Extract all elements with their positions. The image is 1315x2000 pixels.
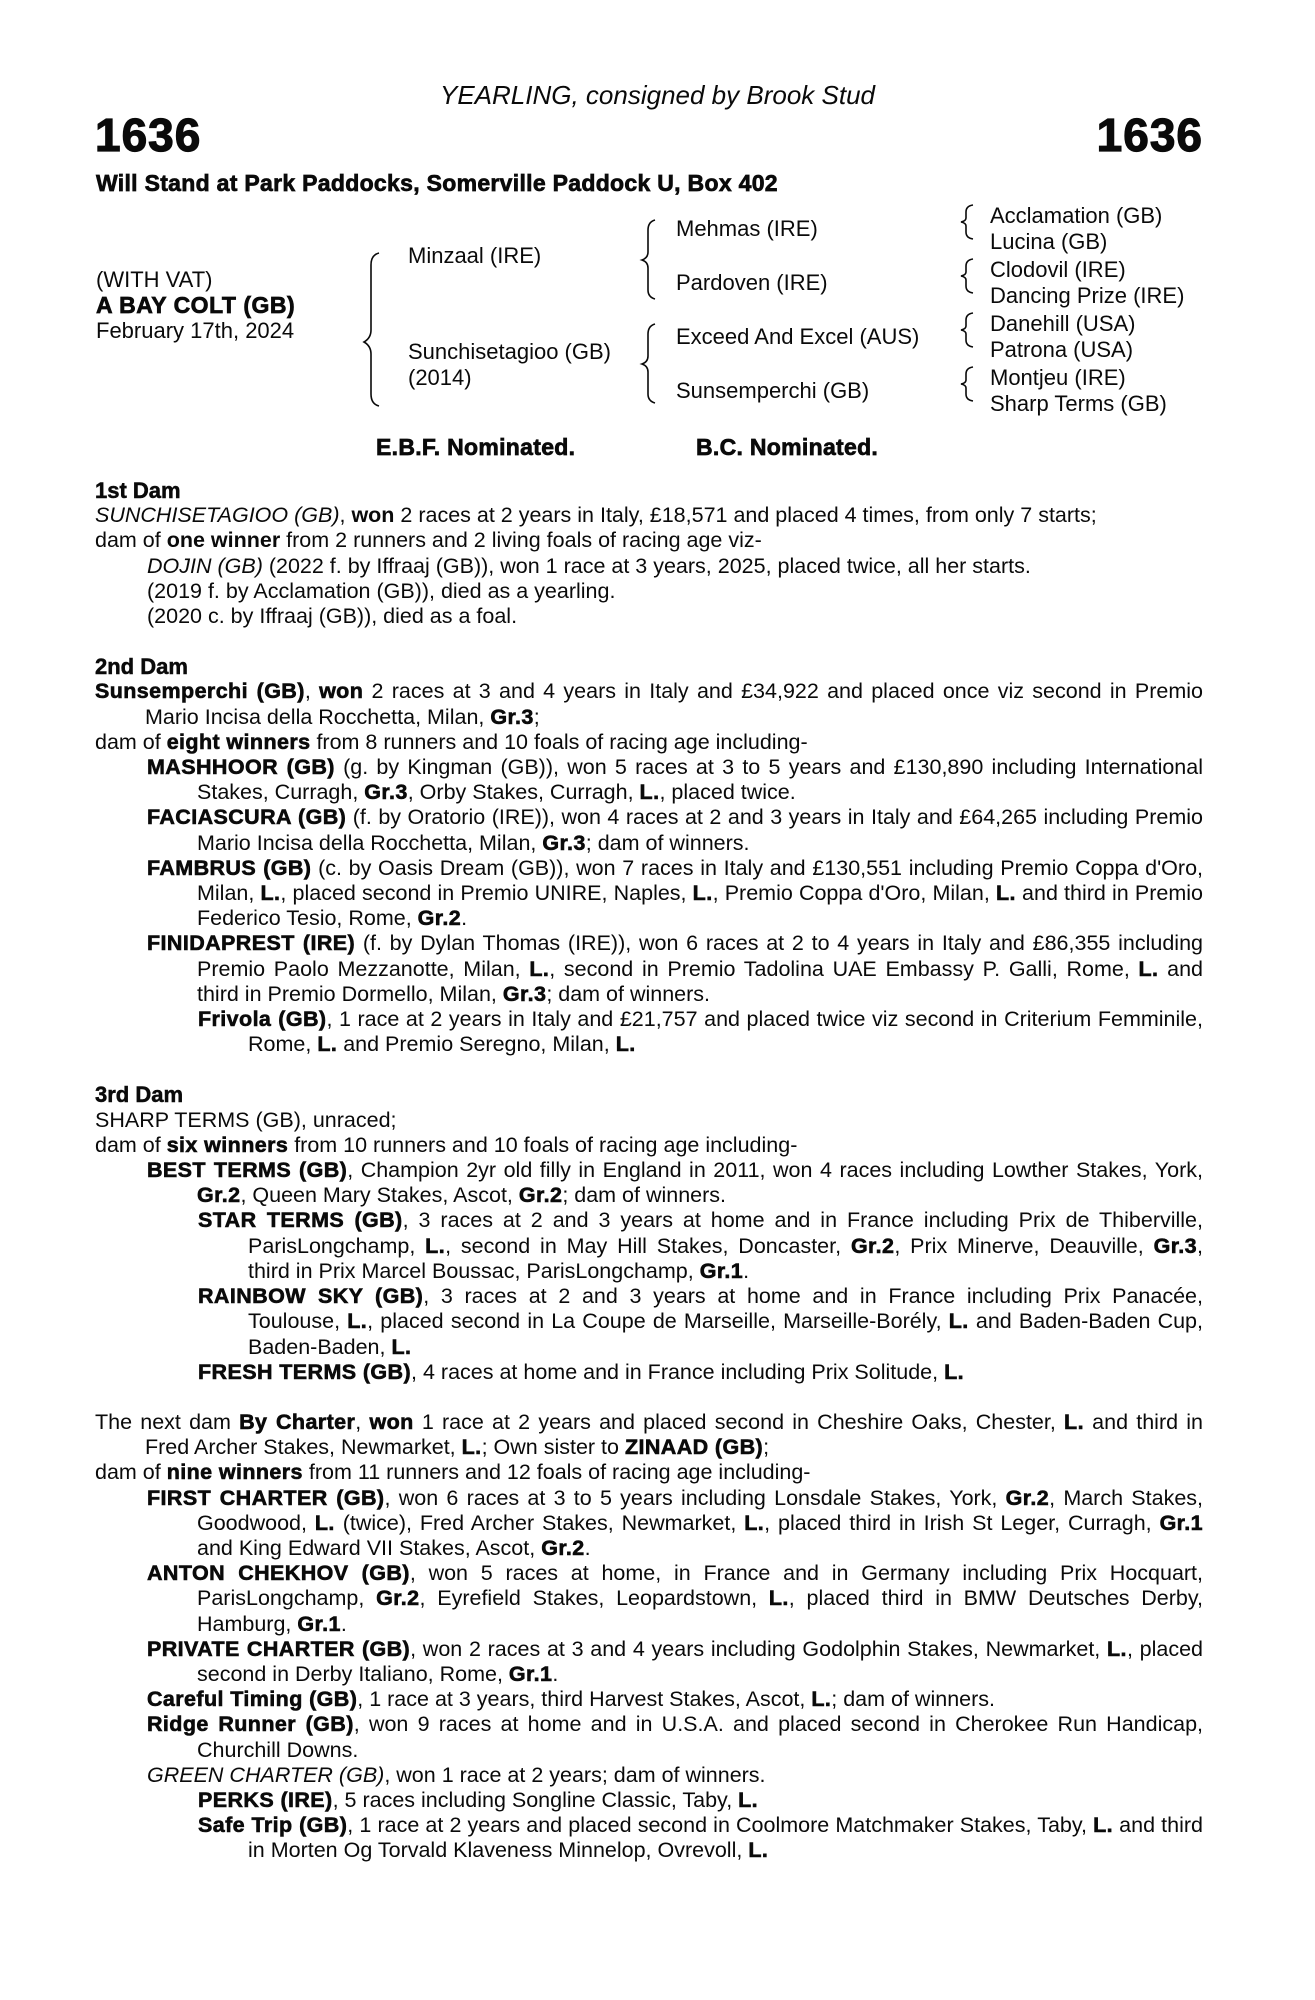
text-run: , second in May Hill Stakes, Doncaster, <box>445 1233 851 1258</box>
emphasis-text: L. <box>317 1032 338 1057</box>
emphasis-text: won <box>319 679 364 704</box>
section-heading: 3rd Dam <box>95 1082 184 1108</box>
text-run: , won 5 races at home, in France and in Germany including Prix Hocquart, ParisLongchamp, <box>197 1561 1204 1611</box>
text-run: and Premio Seregno, Milan, <box>337 1032 616 1057</box>
italic-name: DOJIN (GB) <box>147 553 263 578</box>
bracket-gen3-4 <box>961 367 973 401</box>
emphasis-text: L. <box>529 956 550 981</box>
text-run: ; dam of winners. <box>585 830 750 855</box>
pedigree-gen3-1: Acclamation (GB) <box>990 203 1163 228</box>
text-run: (twice), Fred Archer Stakes, Newmarket, <box>334 1510 745 1535</box>
emphasis-text: By Charter <box>239 1409 356 1434</box>
text-run: , placed third in Irish St Leger, Curragh, <box>764 1510 1160 1535</box>
pedigree-gen3-6: Patrona (USA) <box>990 337 1134 362</box>
emphasis-text: BEST TERMS (GB) <box>147 1158 348 1183</box>
record-entry <box>95 1763 1203 1788</box>
text-run: (2020 c. by Iffraaj (GB)), died as a foal. <box>147 604 518 629</box>
lot-number-left: 1636 <box>95 109 202 161</box>
text-run: from 2 runners and 2 living foals of racing age viz- <box>280 528 762 553</box>
text-run: . <box>340 1611 347 1636</box>
record-entry <box>95 730 1203 755</box>
emphasis-text: L. <box>461 1435 482 1460</box>
pedigree-sire: Minzaal (IRE) <box>408 243 542 268</box>
text-run: dam of <box>95 1132 167 1157</box>
pedigree-dam-year: (2014) <box>408 365 472 390</box>
text-run: and King Edward VII Stakes, Ascot, <box>197 1535 542 1560</box>
text-run: (c. by Oasis Dream (GB)), won 7 races in Italy and £130,551 including Premio Coppa d'Oro, Milan, <box>197 855 1203 906</box>
emphasis-text: Gr.1 <box>699 1258 744 1283</box>
text-run: , <box>304 679 320 704</box>
text-run: from 10 runners and 10 foals of racing age including- <box>288 1132 798 1157</box>
emphasis-text: L. <box>748 1838 769 1863</box>
text-run: and third in Premio Dormello, Milan, <box>197 956 1204 1006</box>
text-run: , 1 race at 2 years and placed second in Coolmore Matchmaker Stakes, Taby, <box>347 1813 1094 1838</box>
emphasis-text: Gr.3 <box>490 704 534 729</box>
pedigree-dam-dam: Sunsemperchi (GB) <box>676 378 870 403</box>
emphasis-text: Frivola (GB) <box>198 1007 327 1032</box>
text-run: , won 2 races at 3 and 4 years including Godolphin Stakes, Newmarket, <box>410 1636 1108 1661</box>
record-entry <box>95 554 1203 579</box>
emphasis-text: L. <box>347 1309 368 1334</box>
text-run: , placed second in Premio UNIRE, Naples, <box>280 881 693 906</box>
record-entry <box>95 1284 1203 1360</box>
text-run: ; dam of winners. <box>831 1687 995 1712</box>
text-run: ; <box>533 704 540 729</box>
text-run: 2 races at 2 years in Italy, £18,571 and placed 4 times, from only 7 starts; <box>394 503 1097 528</box>
emphasis-text: STAR TERMS (GB) <box>198 1208 403 1233</box>
emphasis-text: Gr.3 <box>542 830 586 855</box>
text-run: , won 1 race at 2 years; dam of winners. <box>384 1762 766 1787</box>
text-run: (2019 f. by Acclamation (GB)), died as a yearling. <box>147 578 616 603</box>
bracket-sire <box>642 220 655 299</box>
emphasis-text: L. <box>260 881 281 906</box>
foaling-date: February 17th, 2024 <box>96 318 295 343</box>
emphasis-text: Sunsemperchi (GB) <box>95 679 305 704</box>
text-run: , Premio Coppa d'Oro, Milan, <box>712 881 996 906</box>
record-entry <box>95 931 1203 1007</box>
bc-nominated: B.C. Nominated. <box>696 434 879 460</box>
section-2nd-dam <box>95 654 1203 1057</box>
record-entry <box>95 528 1203 553</box>
pedigree-dam-sire: Exceed And Excel (AUS) <box>676 324 920 349</box>
emphasis-text: L. <box>391 1334 412 1359</box>
text-run: ; dam of winners. <box>562 1183 727 1208</box>
emphasis-text: L. <box>944 1359 964 1384</box>
emphasis-text: L. <box>425 1233 446 1258</box>
emphasis-text: six winners <box>166 1132 289 1157</box>
emphasis-text: Gr.2 <box>197 1183 241 1208</box>
emphasis-text: Gr.1 <box>508 1661 553 1686</box>
text-run: , 1 race at 2 years in Italy and £21,757 and placed twice viz second in Criterium Femminile, Rome, <box>248 1007 1203 1057</box>
pedigree-gen3-7: Montjeu (IRE) <box>990 365 1126 390</box>
record-entry <box>95 1460 1203 1485</box>
text-run: . <box>743 1258 750 1283</box>
emphasis-text: won <box>369 1409 414 1434</box>
text-run: , won 6 races at 3 to 5 years including Lonsdale Stakes, York, <box>384 1485 1006 1510</box>
record-entry <box>95 1007 1203 1057</box>
emphasis-text: L. <box>314 1510 335 1535</box>
text-run: , 4 races at home and in France including Prix Solitude, <box>411 1359 945 1384</box>
pedigree-gen3-2: Lucina (GB) <box>990 229 1108 254</box>
emphasis-text: Gr.2 <box>541 1535 585 1560</box>
text-run: , <box>339 503 352 528</box>
emphasis-text: L. <box>639 780 660 805</box>
text-run: , Orby Stakes, Curragh, <box>407 780 640 805</box>
emphasis-text: nine winners <box>166 1460 303 1485</box>
text-run: (g. by Kingman (GB)), won 5 races at 3 to 5 years and £130,890 including International Stakes, Curragh, <box>197 755 1203 805</box>
emphasis-text: FIRST CHARTER (GB) <box>147 1485 385 1510</box>
text-run: . <box>552 1661 559 1686</box>
emphasis-text: Gr.3 <box>1153 1233 1198 1258</box>
text-run: dam of <box>95 729 167 754</box>
text-run: and third in Premio Federico Tesio, Rome, <box>197 881 1203 931</box>
text-run: , placed twice. <box>659 780 796 805</box>
text-run: dam of <box>95 528 167 553</box>
text-run: . <box>584 1535 591 1560</box>
record-entry <box>95 805 1203 855</box>
text-run: , placed second in La Coupe de Marseille, Marseille-Borély, <box>367 1309 949 1334</box>
text-run: dam of <box>95 1460 167 1485</box>
emphasis-text: FACIASCURA (GB) <box>147 805 347 830</box>
emphasis-text: Gr.2 <box>376 1586 420 1611</box>
record-entry <box>95 755 1203 805</box>
pedigree-sire-dam: Pardoven (IRE) <box>676 270 828 295</box>
emphasis-text: L. <box>811 1687 832 1712</box>
text-run: , Eyrefield Stakes, Leopardstown, <box>419 1586 769 1611</box>
record-entry <box>95 579 1203 604</box>
text-run: The next dam <box>95 1409 240 1434</box>
emphasis-text: L. <box>615 1032 636 1057</box>
text-run: (f. by Oratorio (IRE)), won 4 races at 2 and 3 years in Italy and £64,265 including Premio Mario Incisa della Rocchetta, Milan, <box>197 805 1203 855</box>
emphasis-text: L. <box>738 1787 759 1812</box>
catalogue-subtitle: YEARLING, consigned by Brook Stud <box>439 80 875 110</box>
record-entry <box>95 503 1203 528</box>
section-heading: 2nd Dam <box>95 654 188 680</box>
emphasis-text: PERKS (IRE) <box>198 1787 333 1812</box>
text-run: and third in Fred Archer Stakes, Newmarket, <box>145 1409 1203 1460</box>
lot-number-right: 1636 <box>1096 109 1203 161</box>
record-entry <box>95 1208 1203 1284</box>
record-entry <box>95 1813 1203 1863</box>
record-entry <box>95 1360 1203 1385</box>
ebf-nominated: E.B.F. Nominated. <box>376 434 576 460</box>
text-run: and Baden-Baden Cup, Baden-Baden, <box>248 1309 1203 1359</box>
lot-name: A BAY COLT (GB) <box>96 292 296 318</box>
text-run: , won 9 races at home and in U.S.A. and placed second in Cherokee Run Handicap, Churchill Downs. <box>197 1712 1203 1762</box>
emphasis-text: Gr.3 <box>364 780 408 805</box>
record-entry <box>95 604 1203 629</box>
text-run: , Queen Mary Stakes, Ascot, <box>240 1183 519 1208</box>
emphasis-text: MASHHOOR (GB) <box>147 755 335 780</box>
emphasis-text: L. <box>995 881 1016 906</box>
record-entry <box>95 1637 1203 1687</box>
emphasis-text: Gr.2 <box>1005 1485 1050 1510</box>
emphasis-text: Gr.2 <box>518 1183 563 1208</box>
text-run: and third in Morten Og Torvald Klaveness Minnelop, Ovrevoll, <box>248 1813 1203 1863</box>
section-heading: 1st Dam <box>95 478 181 503</box>
text-run: . <box>461 906 468 931</box>
pedigree-dam: Sunchisetagioo (GB) <box>408 339 611 364</box>
emphasis-text: Gr.1 <box>1159 1510 1203 1535</box>
text-run: , Champion 2yr old filly in England in 2011, won 4 races including Lowther Stakes, York, <box>347 1158 1203 1183</box>
emphasis-text: Gr.2 <box>417 906 462 931</box>
pedigree-gen3-5: Danehill (USA) <box>990 311 1136 336</box>
emphasis-text: ANTON CHEKHOV (GB) <box>147 1561 410 1586</box>
text-run: , Prix Minerve, Deauville, <box>894 1233 1154 1258</box>
bracket-gen3-1 <box>961 205 973 239</box>
emphasis-text: FRESH TERMS (GB) <box>198 1359 412 1384</box>
text-run: ; <box>763 1435 770 1460</box>
emphasis-text: Ridge Runner (GB) <box>147 1712 354 1737</box>
pedigree-sire-sire: Mehmas (IRE) <box>676 216 818 241</box>
italic-name: SUNCHISETAGIOO (GB) <box>95 503 340 528</box>
emphasis-text: FINIDAPREST (IRE) <box>147 931 356 956</box>
emphasis-text: Gr.3 <box>502 981 547 1006</box>
bracket-gen3-2 <box>961 259 973 293</box>
record-entry <box>95 1133 1203 1158</box>
section-next-dam <box>95 1410 1203 1864</box>
pedigree-gen3-4: Dancing Prize (IRE) <box>990 283 1185 308</box>
emphasis-text: Careful Timing (GB) <box>147 1687 358 1712</box>
pedigree-gen3-3: Clodovil (IRE) <box>990 257 1126 282</box>
text-run: 1 race at 2 years and placed second in Cheshire Oaks, Chester, <box>413 1409 1065 1434</box>
record-entry <box>95 1410 1203 1460</box>
text-run: ; Own sister to <box>481 1435 625 1460</box>
emphasis-text: Safe Trip (GB) <box>198 1813 348 1838</box>
text-run: , third in Prix Marcel Boussac, ParisLongchamp, <box>248 1233 1203 1283</box>
text-run: , <box>355 1409 370 1434</box>
record-entry <box>95 679 1203 729</box>
emphasis-text: RAINBOW SKY (GB) <box>198 1284 424 1309</box>
record-entry <box>95 1712 1203 1762</box>
emphasis-text: ZINAAD (GB) <box>624 1435 764 1460</box>
emphasis-text: L. <box>948 1309 969 1334</box>
bracket-dam <box>642 324 655 403</box>
emphasis-text: FAMBRUS (GB) <box>147 855 312 880</box>
italic-name: GREEN CHARTER (GB) <box>147 1762 385 1787</box>
record-entry <box>95 1158 1203 1208</box>
emphasis-text: L. <box>744 1510 765 1535</box>
text-run: SHARP TERMS (GB), unraced; <box>95 1107 397 1132</box>
text-run: , placed second in Derby Italiano, Rome, <box>197 1636 1203 1686</box>
text-run: , 1 race at 3 years, third Harvest Stakes, Ascot, <box>357 1687 812 1712</box>
record-entry <box>95 1486 1203 1562</box>
text-run: , 3 races at 2 and 3 years at home and in France including Prix de Thiberville, ParisLongchamp, <box>248 1208 1203 1258</box>
text-run: , 3 races at 2 and 3 years at home and in France including Prix Panacée, Toulouse, <box>248 1284 1203 1334</box>
emphasis-text: one winner <box>166 528 281 553</box>
text-run: , 5 races including Songline Classic, Taby, <box>332 1787 739 1812</box>
text-run: , placed third in BMW Deutsches Derby, Hamburg, <box>197 1586 1204 1636</box>
vat-note: (WITH VAT) <box>96 267 213 292</box>
bracket-gen3-3 <box>961 313 973 347</box>
text-run: from 11 runners and 12 foals of racing age including- <box>302 1460 811 1485</box>
produce-record <box>95 478 1203 1889</box>
bracket-gen1 <box>364 253 379 406</box>
text-run: ; dam of winners. <box>546 981 711 1006</box>
text-run: , second in Premio Tadolina UAE Embassy P. Galli, Rome, <box>549 956 1139 981</box>
text-run: 2 races at 3 and 4 years in Italy and £34,922 and placed once viz second in Premio Mario Incisa della Rocchetta, Milan, <box>145 679 1203 729</box>
emphasis-text: L. <box>1138 956 1159 981</box>
emphasis-text: Gr.2 <box>850 1233 895 1258</box>
record-entry <box>95 1687 1203 1712</box>
emphasis-text: eight winners <box>166 729 311 754</box>
emphasis-text: L. <box>1107 1636 1127 1661</box>
emphasis-text: Gr.1 <box>297 1611 341 1636</box>
stabling-location: Will Stand at Park Paddocks, Somerville Paddock U, Box 402 <box>96 170 778 196</box>
emphasis-text: L. <box>1064 1409 1084 1434</box>
text-run: (2022 f. by Iffraaj (GB)), won 1 race at 3 years, 2025, placed twice, all her starts. <box>262 553 1031 578</box>
emphasis-text: L. <box>768 1586 789 1611</box>
text-run: , March Stakes, Goodwood, <box>197 1485 1203 1535</box>
section-3rd-dam <box>95 1082 1203 1384</box>
record-entry <box>95 1788 1203 1813</box>
emphasis-text: PRIVATE CHARTER (GB) <box>147 1636 411 1661</box>
text-run: (f. by Dylan Thomas (IRE)), won 6 races at 2 to 4 years in Italy and £86,355 including Premio Paolo Mezzanotte, Milan, <box>197 931 1203 981</box>
emphasis-text: L. <box>692 881 713 906</box>
record-entry <box>95 856 1203 932</box>
section-1st-dam <box>95 478 1203 629</box>
record-entry <box>95 1108 1203 1133</box>
emphasis-text: L. <box>1093 1813 1114 1838</box>
record-entry <box>95 1561 1203 1637</box>
emphasis-text: won <box>351 503 395 528</box>
text-run: from 8 runners and 10 foals of racing age including- <box>310 729 808 754</box>
pedigree-gen3-8: Sharp Terms (GB) <box>990 391 1167 416</box>
